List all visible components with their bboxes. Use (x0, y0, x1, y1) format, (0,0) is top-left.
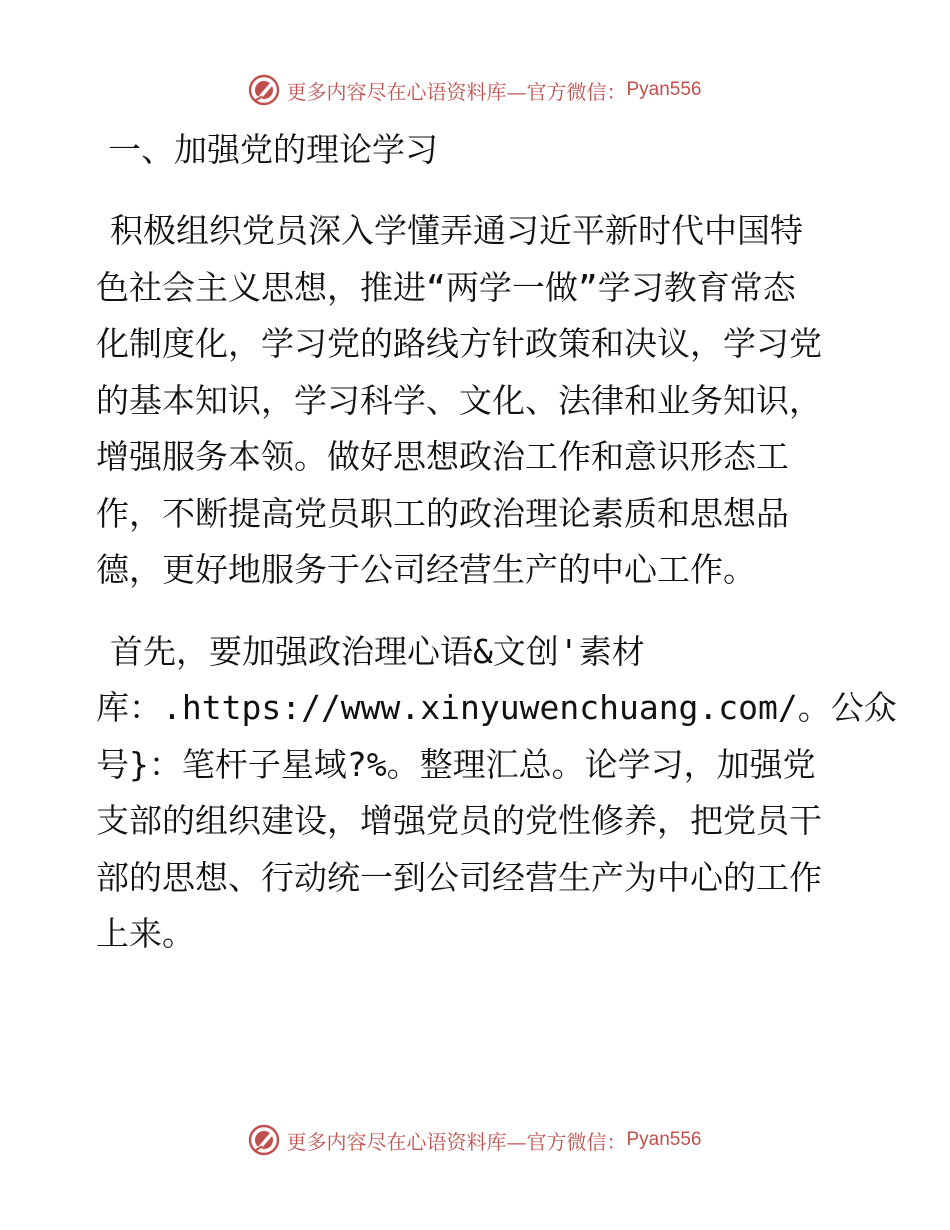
paragraph-line: 增强服务本领。做好思想政治工作和意识形态工 (96, 437, 789, 476)
watermark-wechat-id: Pyan556 (626, 79, 702, 100)
paragraph-line: 积极组织党员深入学懂弄通习近平新时代中国特 (110, 211, 803, 250)
paragraph-line: 的基本知识，学习科学、文化、法律和业务知识， (96, 380, 822, 420)
paragraph-2 (96, 624, 897, 963)
brush-logo-icon (248, 1124, 280, 1156)
paragraph-line: 首先，要加强政治理心语&文创'素材 (110, 631, 645, 671)
watermark-wechat-id: Pyan556 (626, 1129, 702, 1150)
paragraph-line: 部的思想、行动统一到公司经营生产为中心的工作 (96, 857, 822, 897)
document-body (96, 122, 897, 988)
paragraph-line: 德，更好地服务于公司经营生产的中心工作。 (96, 550, 756, 589)
paragraph-line: 化制度化，学习党的路线方针政策和决议，学习党 (96, 324, 822, 363)
paragraph-1 (96, 203, 856, 599)
paragraph-line: 支部的组织建设，增强党员的党性修养，把党员干 (96, 801, 822, 840)
paragraph-line-url: 库：.https://www.xinyuwenchuang.com/。公众 (96, 688, 897, 727)
brush-logo-icon (248, 74, 280, 106)
paragraph-line: 上来。 (96, 914, 195, 953)
watermark-text: 更多内容尽在心语资料库—官方微信： (286, 1129, 627, 1154)
header-watermark (0, 70, 950, 110)
paragraph-line: 色社会主义思想，推进“两学一做”学习教育常态 (96, 267, 796, 307)
watermark-text: 更多内容尽在心语资料库—官方微信： (286, 79, 627, 104)
footer-watermark (0, 1120, 950, 1160)
paragraph-line: 号}：笔杆子星域?%。整理汇总。论学习，加强党 (96, 744, 816, 784)
section-heading: 一、加强党的理论学习 (108, 130, 438, 169)
paragraph-line: 作，不断提高党员职工的政治理论素质和思想品 (96, 493, 789, 533)
